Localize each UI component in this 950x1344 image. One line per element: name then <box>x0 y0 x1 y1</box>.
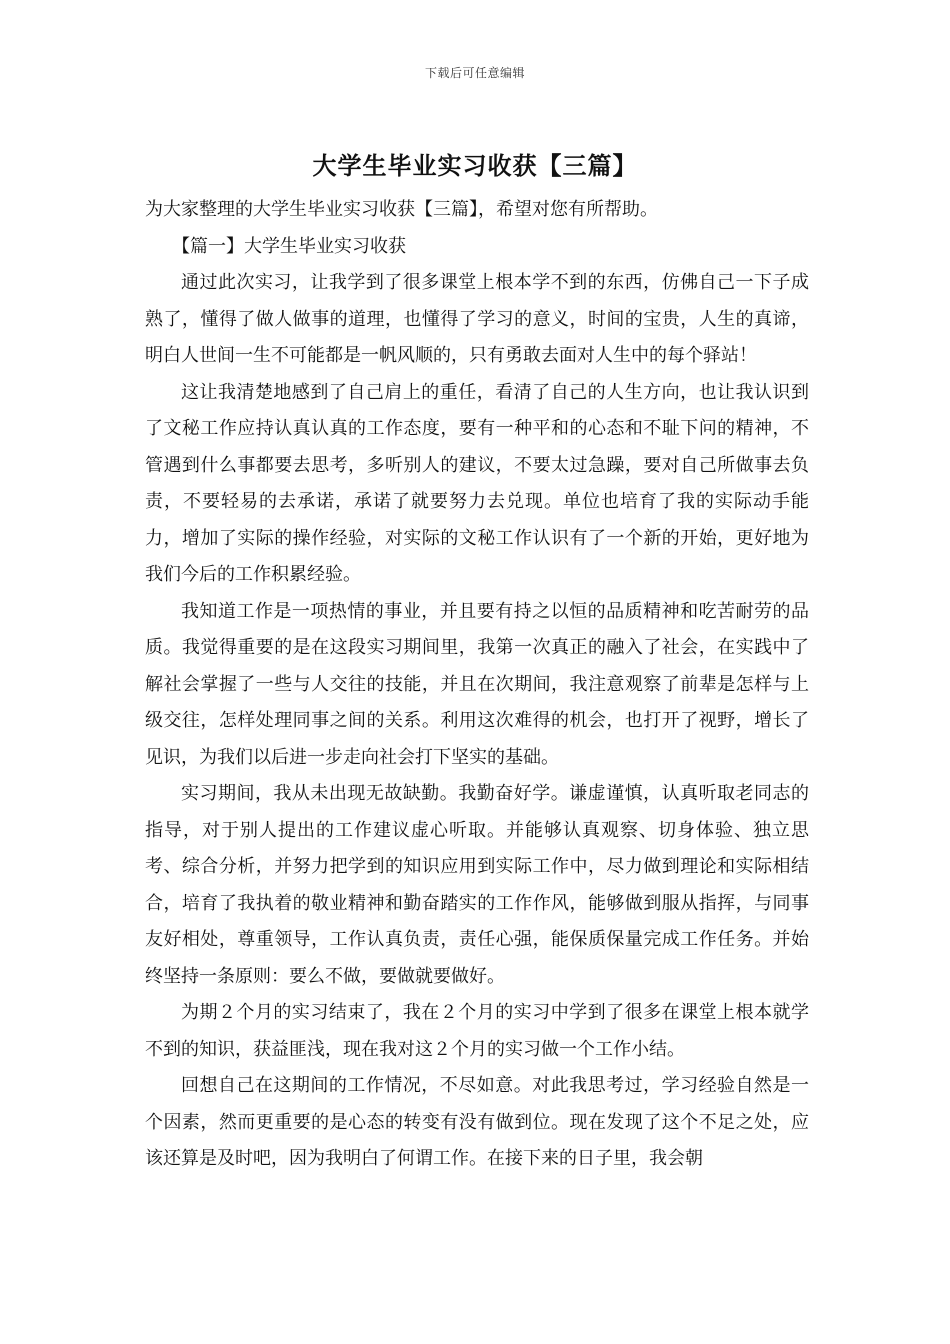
body-paragraph: 为期２个月的实习结束了，我在２个月的实习中学到了很多在课堂上根本就学不到的知识，获益匪浅，现在我对这２个月的实习做一个工作小结。 <box>145 1002 809 1060</box>
body-paragraph: 这让我清楚地感到了自己肩上的重任，看清了自己的人生方向，也让我认识到了文秘工作应持认真认真的工作态度，要有一种平和的心态和不耻下问的精神，不管遇到什么事都要去思考，多听别人的建议，不要太过急躁，要对自己所做事去负责，不要轻易的去承诺，承诺了就要努力去兑现。单位也培育了我的实际动手能力，增加了实际的操作经验，对实际的文秘工作认识有了一个新的开始，更好地为我们今后的工作积累经验。 <box>145 381 809 585</box>
section-heading: 【篇一】大学生毕业实习收获 <box>172 235 406 257</box>
body-paragraph: 我知道工作是一项热情的事业，并且要有持之以恒的品质精神和吃苦耐劳的品质。我觉得重要的是在这段实习期间里，我第一次真正的融入了社会，在实践中了解社会掌握了一些与人交往的技能，并且在次期间，我注意观察了前辈是怎样与上级交往，怎样处理同事之间的关系。利用这次难得的机会，也打开了视野，增长了见识，为我们以后进一步走向社会打下坚实的基础。 <box>145 600 809 768</box>
document-title: 大学生毕业实习收获【三篇】 <box>312 151 638 180</box>
document-body <box>145 192 809 1178</box>
body-paragraph: 回想自己在这期间的工作情况，不尽如意。对此我思考过，学习经验自然是一个因素，然而更重要的是心态的转变有没有做到位。现在发现了这个不足之处，应该还算是及时吧，因为我明白了何谓工作。在接下来的日子里，我会朝 <box>145 1075 809 1169</box>
header-note: 下载后可任意编辑 <box>424 66 525 80</box>
intro-paragraph: 为大家整理的大学生毕业实习收获【三篇】，希望对您有所帮助。 <box>145 199 658 220</box>
body-paragraph: 实习期间，我从未出现无故缺勤。我勤奋好学。谦虚谨慎，认真听取老同志的指导，对于别人提出的工作建议虚心听取。并能够认真观察、切身体验、独立思考、综合分析，并努力把学到的知识应用到实际工作中，尽力做到理论和实际相结合，培育了我执着的敬业精神和勤奋踏实的工作作风，能够做到服从指挥，与同事友好相处，尊重领导，工作认真负责，责任心强，能保质保量完成工作任务。并始终坚持一条原则：要么不做，要做就要做好。 <box>145 783 809 987</box>
body-paragraph: 通过此次实习，让我学到了很多课堂上根本学不到的东西，仿佛自己一下子成熟了，懂得了做人做事的道理，也懂得了学习的意义，时间的宝贵，人生的真谛，明白人世间一生不可能都是一帆风顺的，只有勇敢去面对人生中的每个驿站！ <box>145 272 809 366</box>
